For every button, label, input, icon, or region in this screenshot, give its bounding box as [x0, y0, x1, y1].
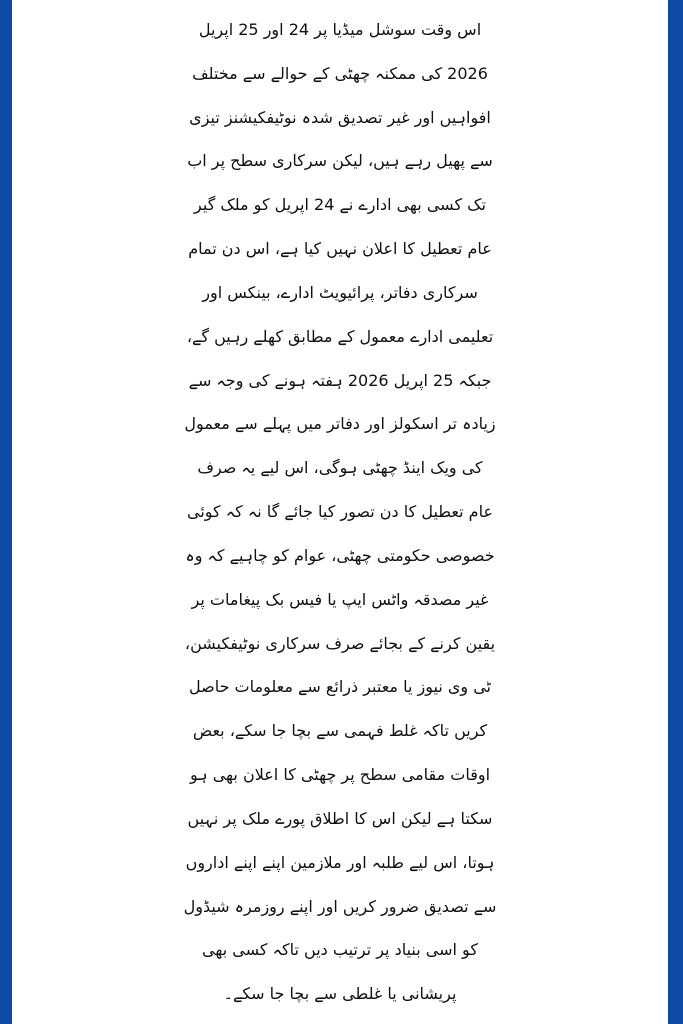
article-line: سے پھیل رہے ہیں، لیکن سرکاری سطح پر اب: [187, 151, 493, 171]
article-line: عام تعطیل کا دن تصور کیا جائے گا نہ کہ کوئی: [186, 502, 493, 522]
right-border-bar: [668, 0, 683, 1024]
article-body: [12, 8, 668, 1016]
article-line: زیادہ تر اسکولز اور دفاتر میں پہلے سے معمول: [184, 414, 496, 434]
article-line: یقین کرنے کے بجائے صرف سرکاری نوٹیفکیشن،: [184, 633, 496, 653]
article-line: عام تعطیل کا اعلان نہیں کیا ہے، اس دن تمام: [188, 239, 492, 259]
article-line: کریں تاکہ غلط فہمی سے بچا جا سکے، بعض: [192, 721, 488, 741]
article-line: کو اسی بنیاد پر ترتیب دیں تاکہ کسی بھی: [202, 940, 478, 960]
left-border-bar: [0, 0, 12, 1024]
article-line: سکتا ہے لیکن اس کا اطلاق پورے ملک پر نہیں: [187, 808, 493, 828]
article-line: تک کسی بھی ادارے نے 24 اپریل کو ملک گیر: [194, 195, 486, 215]
article-line: خصوصی حکومتی چھٹی، عوام کو چاہیے کہ وہ: [185, 545, 495, 565]
article-line: اس وقت سوشل میڈیا پر 24 اور 25 اپریل: [198, 20, 482, 39]
article-line: اوقات مقامی سطح پر چھٹی کا اعلان بھی ہو: [189, 765, 491, 785]
article-line: ٹی وی نیوز یا معتبر ذرائع سے معلومات حاصل: [189, 677, 491, 697]
article-line: ہوتا، اس لیے طلبہ اور ملازمین اپنے اپنے اداروں: [185, 852, 495, 872]
article-line: سرکاری دفاتر، پرائیویٹ ادارے، بینکس اور: [202, 282, 478, 302]
article-line: افواہیں اور غیر تصدیق شدہ نوٹیفکیشنز تیزی: [189, 107, 491, 127]
article-line: 2026 کی ممکنہ چھٹی کے حوالے سے مختلف: [192, 63, 488, 83]
article-line: سے تصدیق ضرور کریں اور اپنے روزمرہ شیڈول: [183, 896, 497, 916]
article-line: پریشانی یا غلطی سے بچا جا سکے۔: [223, 984, 457, 1004]
article-line: تعلیمی ادارے معمول کے مطابق کھلے رہیں گے،: [186, 326, 494, 346]
article-line: جبکہ 25 اپریل 2026 ہفتہ ہونے کی وجہ سے: [188, 370, 492, 390]
article-line: غیر مصدقہ واٹس ایپ یا فیس بک پیغامات پر: [191, 589, 489, 609]
article-line: کی ویک اینڈ چھٹی ہوگی، اس لیے یہ صرف: [197, 458, 483, 478]
